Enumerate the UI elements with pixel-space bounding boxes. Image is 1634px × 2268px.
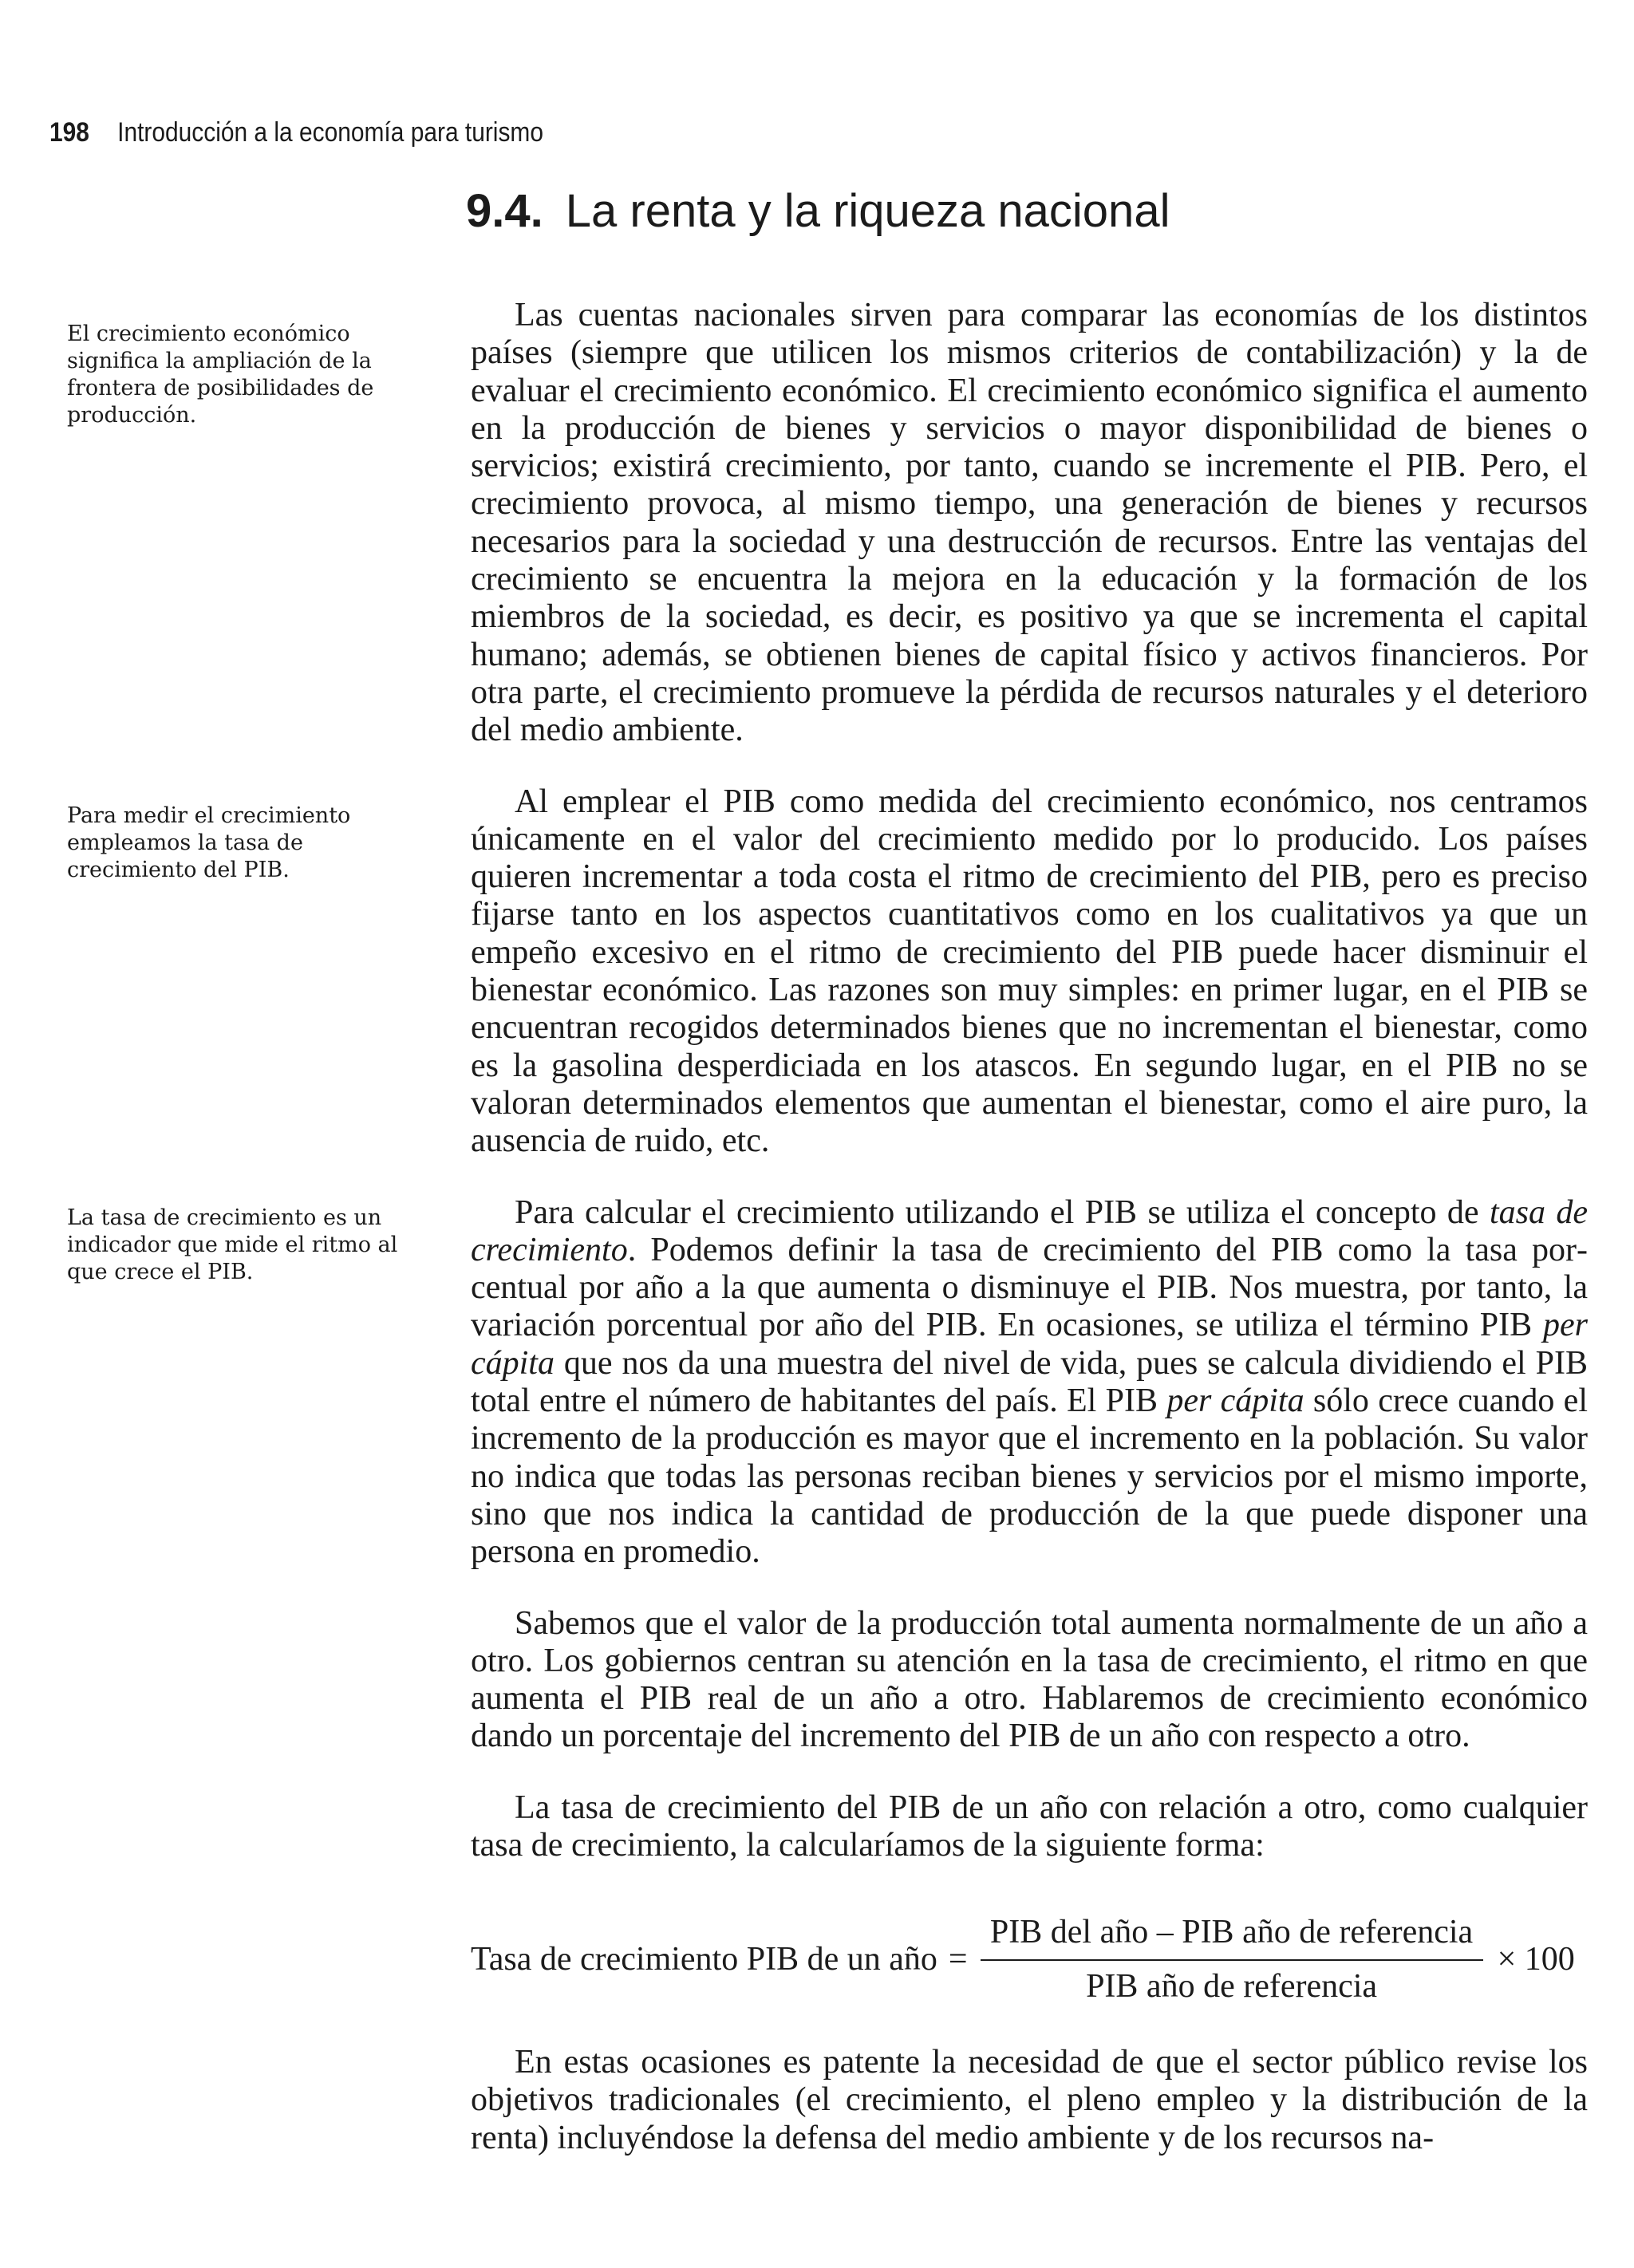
term-per-capita-2: per cápita xyxy=(1166,1382,1304,1420)
body-text xyxy=(471,297,1588,1864)
margin-note-growth-measure: Para medir el crecimiento empleamos la tasa de crecimiento del PIB. xyxy=(67,803,351,882)
growth-rate-formula xyxy=(471,1913,1588,2006)
running-head xyxy=(49,116,543,148)
margin-note-growth-rate: La tasa de crecimiento es un indicador que mide el ritmo al que crece el PIB. xyxy=(67,1205,398,1284)
page-number: 198 xyxy=(49,117,89,148)
paragraph-public-sector: En estas ocasiones es patente la necesidad de que el sector público revise los objetivos tradicionales (el crecimiento, el pleno empleo y la distribución de la renta) incluyéndose la defensa del medio ambiente y de los recursos na- xyxy=(471,2044,1588,2156)
formula-denominator: PIB año de referencia xyxy=(1086,1968,1378,2005)
paragraph-formula-intro: La tasa de crecimiento del PIB de un año con relación a otro, como cualquier tasa de crecimiento, la calcularíamos de la siguiente forma: xyxy=(471,1789,1588,1864)
formula-equals: = xyxy=(948,1941,968,1978)
book-title: Introducción a la economía para turismo xyxy=(117,117,543,148)
formula-fraction xyxy=(981,1913,1483,2006)
formula-numerator: PIB del año – PIB año de referencia xyxy=(989,1914,1474,1950)
term-per-capita: per cápita xyxy=(471,1307,1588,1382)
paragraph-growth-rate-concept: Para calcular el crecimiento utilizando el PIB se utiliza el concepto de tasa de crecimiento. Podemos definir la tasa de crecimiento del PIB como la tasa porcentual por año a la que aumenta o disminuye el PIB. Nos muestra, por tanto, la variación porcentual por año del PIB. En ocasiones, se utiliza el término PIB per cápita que nos da una muestra del nivel de vida, pues se calcula dividiendo el PIB total entre el número de habitantes del país. El PIB per cápita sólo crece cuando el incremento de la producción es mayor que el incremento en la población. Su valor no indica que todas las personas reciban bienes y servicios por el mismo importe, sino que nos indica la cantidad de producción de la que puede disponer una persona en promedio. xyxy=(471,1193,1588,1571)
formula-multiplier: × 100 xyxy=(1497,1941,1575,1978)
section-number: 9.4. xyxy=(466,185,543,237)
formula-lhs: Tasa de crecimiento PIB de un año xyxy=(471,1941,937,1978)
paragraph-pib-as-measure: Al emplear el PIB como medida del crecimiento económico, nos centramos únicamente en el valor del crecimiento medido por lo producido. Los países quieren incrementar a toda costa el ritmo de crecimiento del PIB, pero es preciso fijarse tanto en los aspectos cuantitativos como en los cualitativos ya que un empeño excesivo en el ritmo de crecimiento del PIB puede hacer disminuir el bienestar económico. Las razones son muy simples: en primer lugar, en el PIB se encuentran recogidos determinados bienes que no incrementan el bienestar, como es la gasolina desperdiciada en los atascos. En segundo lugar, en el PIB no se valoran determinados elementos que aumentan el bienestar, como el aire puro, la ausencia de ruido, etc. xyxy=(471,783,1588,1160)
section-heading xyxy=(466,183,1170,239)
paragraph-national-accounts: Las cuentas nacionales sirven para comparar las economías de los distintos países (siempre que utilicen los mismos criterios de contabilización) y la de evaluar el crecimiento económico. El crecimiento económico significa el aumento en la producción de bienes y servicios o mayor disponibilidad de bienes o servicios; existirá crecimiento, por tanto, cuando se incremente el PIB. Pero, el crecimiento provoca, al mismo tiempo, una generación de bienes y recursos necesarios para la sociedad y una destrucción de recursos. Entre las ventajas del crecimiento se encuentra la mejora en la educación y la formación de los miembros de la sociedad, es decir, es positivo ya que se incrementa el capital humano; además, se obtienen bienes de capital físico y activos financieros. Por otra parte, el crecimiento promueve la pérdida de recursos naturales y el deterioro del medio ambiente. xyxy=(471,297,1588,749)
margin-note-growth-definition: El crecimiento económico significa la ampliación de la frontera de posibilidades de producción. xyxy=(67,321,374,428)
term-tasa-de-crecimiento: tasa de crecimiento xyxy=(471,1193,1588,1268)
paragraph-annual-growth: Sabemos que el valor de la producción total aumenta normalmente de un año a otro. Los gobiernos centran su atención en la tasa de crecimiento, el ritmo en que aumenta el PIB real de un año a otro. Hablaremos de crecimiento económico dando un porcentaje del incremento del PIB de un año con respecto a otro. xyxy=(471,1604,1588,1755)
section-title: La renta y la riqueza nacional xyxy=(565,185,1170,237)
